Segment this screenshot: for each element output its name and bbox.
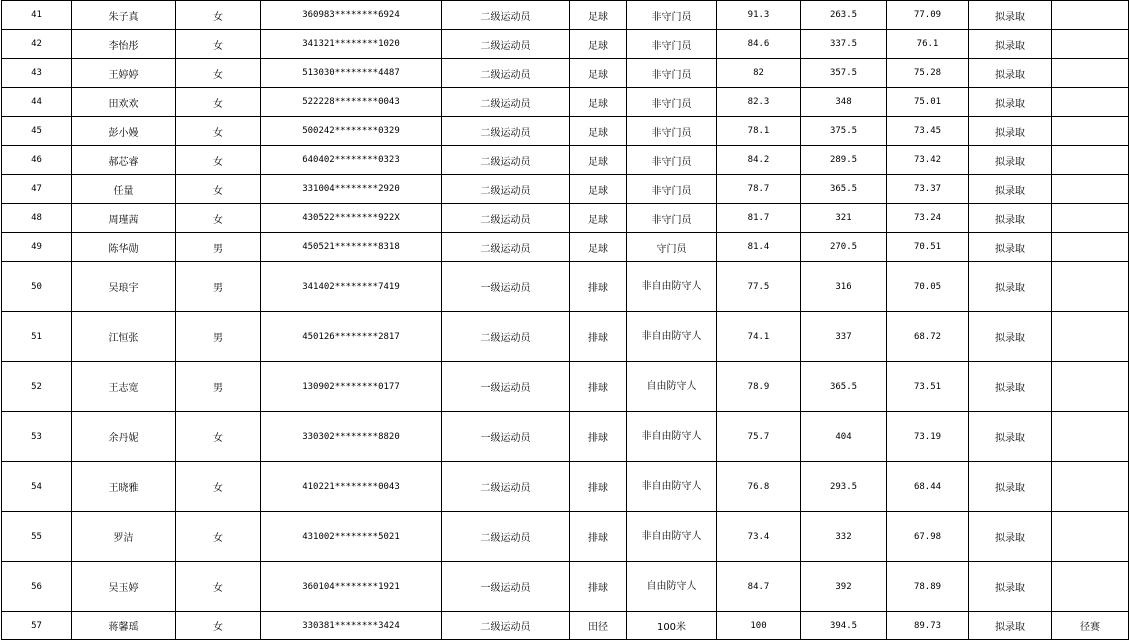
status-cell: 拟录取 [969,412,1052,462]
row-number-cell: 43 [2,59,72,88]
athlete-level-cell: 二级运动员 [442,512,570,562]
position-cell: 非自由防守人 [627,312,717,362]
total-score-cell: 76.1 [887,30,969,59]
gender-cell: 女 [176,204,261,233]
row-number-cell: 53 [2,412,72,462]
position-cell: 非守门员 [627,1,717,30]
table-row [2,312,1129,362]
note-cell [1052,562,1129,612]
position-cell: 非守门员 [627,117,717,146]
row-number-cell: 45 [2,117,72,146]
name-cell: 朱子真 [72,1,176,30]
row-number-cell: 57 [2,612,72,640]
total-score-cell: 70.05 [887,262,969,312]
gender-cell: 女 [176,562,261,612]
sport-cell: 排球 [570,562,627,612]
name-cell: 任量 [72,175,176,204]
total-score-cell: 78.89 [887,562,969,612]
sport-cell: 足球 [570,233,627,262]
total-score-cell: 73.37 [887,175,969,204]
gender-cell: 女 [176,146,261,175]
name-cell: 周瑾茜 [72,204,176,233]
total-score-cell: 73.42 [887,146,969,175]
row-number-cell: 56 [2,562,72,612]
name-cell: 王志宽 [72,362,176,412]
total-score-cell: 75.01 [887,88,969,117]
id-number-cell: 330381********3424 [261,612,442,640]
id-number-cell: 130902********0177 [261,362,442,412]
name-cell: 彭小嫚 [72,117,176,146]
gender-cell: 女 [176,612,261,640]
status-cell: 拟录取 [969,117,1052,146]
row-number-cell: 47 [2,175,72,204]
score-1-cell: 100 [717,612,801,640]
sport-cell: 排球 [570,412,627,462]
status-cell: 拟录取 [969,146,1052,175]
score-1-cell: 91.3 [717,1,801,30]
position-cell: 非守门员 [627,204,717,233]
total-score-cell: 68.44 [887,462,969,512]
name-cell: 吴玉婷 [72,562,176,612]
score-2-cell: 321 [801,204,887,233]
name-cell: 江恒张 [72,312,176,362]
score-1-cell: 77.5 [717,262,801,312]
position-cell: 自由防守人 [627,362,717,412]
name-cell: 郝芯睿 [72,146,176,175]
note-cell [1052,88,1129,117]
athlete-level-cell: 一级运动员 [442,412,570,462]
score-2-cell: 404 [801,412,887,462]
score-2-cell: 263.5 [801,1,887,30]
score-2-cell: 332 [801,512,887,562]
sport-cell: 足球 [570,175,627,204]
position-cell: 非自由防守人 [627,462,717,512]
row-number-cell: 46 [2,146,72,175]
sport-cell: 足球 [570,30,627,59]
name-cell: 余丹妮 [72,412,176,462]
gender-cell: 女 [176,512,261,562]
note-cell [1052,30,1129,59]
table-row [2,233,1129,262]
position-cell: 自由防守人 [627,562,717,612]
score-1-cell: 84.2 [717,146,801,175]
position-cell: 非自由防守人 [627,512,717,562]
table-row [2,412,1129,462]
note-cell [1052,512,1129,562]
id-number-cell: 330302********8820 [261,412,442,462]
score-2-cell: 357.5 [801,59,887,88]
table-row [2,204,1129,233]
table-row [2,175,1129,204]
score-1-cell: 84.6 [717,30,801,59]
id-number-cell: 430522********922X [261,204,442,233]
score-1-cell: 76.8 [717,462,801,512]
id-number-cell: 513030********4487 [261,59,442,88]
gender-cell: 女 [176,88,261,117]
athlete-level-cell: 二级运动员 [442,30,570,59]
status-cell: 拟录取 [969,233,1052,262]
sport-cell: 排球 [570,462,627,512]
id-number-cell: 410221********0043 [261,462,442,512]
row-number-cell: 41 [2,1,72,30]
gender-cell: 女 [176,59,261,88]
score-2-cell: 365.5 [801,175,887,204]
position-cell: 非守门员 [627,146,717,175]
athlete-level-cell: 二级运动员 [442,175,570,204]
note-cell [1052,312,1129,362]
score-1-cell: 82 [717,59,801,88]
athlete-level-cell: 二级运动员 [442,59,570,88]
row-number-cell: 44 [2,88,72,117]
score-1-cell: 82.3 [717,88,801,117]
table-row [2,512,1129,562]
gender-cell: 女 [176,175,261,204]
sport-cell: 足球 [570,204,627,233]
score-1-cell: 78.1 [717,117,801,146]
id-number-cell: 522228********0043 [261,88,442,117]
score-1-cell: 78.9 [717,362,801,412]
total-score-cell: 89.73 [887,612,969,640]
athlete-level-cell: 二级运动员 [442,1,570,30]
name-cell: 王晓雅 [72,462,176,512]
sport-cell: 排球 [570,262,627,312]
athlete-level-cell: 二级运动员 [442,612,570,640]
id-number-cell: 450521********8318 [261,233,442,262]
id-number-cell: 341402********7419 [261,262,442,312]
score-2-cell: 348 [801,88,887,117]
table-row [2,1,1129,30]
athlete-level-cell: 一级运动员 [442,362,570,412]
sport-cell: 排球 [570,312,627,362]
gender-cell: 女 [176,462,261,512]
athlete-level-cell: 一级运动员 [442,562,570,612]
table-row [2,562,1129,612]
row-number-cell: 50 [2,262,72,312]
id-number-cell: 450126********2817 [261,312,442,362]
gender-cell: 男 [176,233,261,262]
score-2-cell: 289.5 [801,146,887,175]
score-2-cell: 337 [801,312,887,362]
score-1-cell: 81.4 [717,233,801,262]
score-1-cell: 73.4 [717,512,801,562]
total-score-cell: 70.51 [887,233,969,262]
name-cell: 蒋馨瑶 [72,612,176,640]
sport-cell: 足球 [570,1,627,30]
athlete-level-cell: 二级运动员 [442,204,570,233]
total-score-cell: 77.09 [887,1,969,30]
gender-cell: 男 [176,262,261,312]
position-cell: 非守门员 [627,59,717,88]
note-cell [1052,262,1129,312]
id-number-cell: 341321********1020 [261,30,442,59]
name-cell: 田欢欢 [72,88,176,117]
status-cell: 拟录取 [969,562,1052,612]
status-cell: 拟录取 [969,204,1052,233]
gender-cell: 女 [176,1,261,30]
sport-cell: 排球 [570,512,627,562]
score-2-cell: 375.5 [801,117,887,146]
score-1-cell: 74.1 [717,312,801,362]
score-2-cell: 394.5 [801,612,887,640]
id-number-cell: 431002********5021 [261,512,442,562]
sport-cell: 足球 [570,117,627,146]
table-row [2,88,1129,117]
note-cell [1052,412,1129,462]
status-cell: 拟录取 [969,175,1052,204]
row-number-cell: 42 [2,30,72,59]
note-cell [1052,59,1129,88]
athlete-level-cell: 二级运动员 [442,88,570,117]
table-row [2,30,1129,59]
total-score-cell: 75.28 [887,59,969,88]
status-cell: 拟录取 [969,59,1052,88]
status-cell: 拟录取 [969,262,1052,312]
table-row [2,362,1129,412]
gender-cell: 女 [176,117,261,146]
score-2-cell: 337.5 [801,30,887,59]
score-2-cell: 392 [801,562,887,612]
position-cell: 非守门员 [627,88,717,117]
score-2-cell: 365.5 [801,362,887,412]
row-number-cell: 49 [2,233,72,262]
row-number-cell: 52 [2,362,72,412]
table-row [2,612,1129,640]
name-cell: 王婷婷 [72,59,176,88]
name-cell: 吴琅宇 [72,262,176,312]
gender-cell: 女 [176,412,261,462]
note-cell [1052,204,1129,233]
position-cell: 非自由防守人 [627,262,717,312]
sport-cell: 足球 [570,59,627,88]
note-cell [1052,175,1129,204]
row-number-cell: 54 [2,462,72,512]
status-cell: 拟录取 [969,362,1052,412]
position-cell: 守门员 [627,233,717,262]
score-1-cell: 84.7 [717,562,801,612]
position-cell: 非守门员 [627,30,717,59]
athlete-level-cell: 二级运动员 [442,233,570,262]
table-row [2,146,1129,175]
total-score-cell: 73.45 [887,117,969,146]
status-cell: 拟录取 [969,512,1052,562]
note-cell [1052,146,1129,175]
note-cell [1052,117,1129,146]
sport-cell: 排球 [570,362,627,412]
table-row [2,117,1129,146]
athlete-level-cell: 二级运动员 [442,312,570,362]
position-cell: 非自由防守人 [627,412,717,462]
note-cell [1052,233,1129,262]
admission-table [1,0,1129,640]
score-2-cell: 293.5 [801,462,887,512]
sport-cell: 足球 [570,88,627,117]
position-cell: 100米 [627,612,717,640]
total-score-cell: 73.24 [887,204,969,233]
id-number-cell: 500242********0329 [261,117,442,146]
name-cell: 罗洁 [72,512,176,562]
id-number-cell: 640402********0323 [261,146,442,175]
note-cell [1052,462,1129,512]
gender-cell: 男 [176,312,261,362]
total-score-cell: 73.51 [887,362,969,412]
gender-cell: 男 [176,362,261,412]
gender-cell: 女 [176,30,261,59]
athlete-level-cell: 一级运动员 [442,262,570,312]
score-1-cell: 75.7 [717,412,801,462]
table-row [2,59,1129,88]
status-cell: 拟录取 [969,462,1052,512]
note-cell: 径赛 [1052,612,1129,640]
id-number-cell: 360104********1921 [261,562,442,612]
status-cell: 拟录取 [969,612,1052,640]
score-1-cell: 81.7 [717,204,801,233]
total-score-cell: 73.19 [887,412,969,462]
row-number-cell: 55 [2,512,72,562]
note-cell [1052,1,1129,30]
status-cell: 拟录取 [969,88,1052,117]
athlete-level-cell: 二级运动员 [442,117,570,146]
row-number-cell: 51 [2,312,72,362]
table-row [2,462,1129,512]
athlete-level-cell: 二级运动员 [442,462,570,512]
sport-cell: 足球 [570,146,627,175]
status-cell: 拟录取 [969,30,1052,59]
name-cell: 李怡彤 [72,30,176,59]
sport-cell: 田径 [570,612,627,640]
athlete-level-cell: 二级运动员 [442,146,570,175]
status-cell: 拟录取 [969,312,1052,362]
table-row [2,262,1129,312]
score-2-cell: 270.5 [801,233,887,262]
table-body [2,1,1129,640]
total-score-cell: 67.98 [887,512,969,562]
status-cell: 拟录取 [969,1,1052,30]
note-cell [1052,362,1129,412]
id-number-cell: 360983********6924 [261,1,442,30]
position-cell: 非守门员 [627,175,717,204]
score-1-cell: 78.7 [717,175,801,204]
total-score-cell: 68.72 [887,312,969,362]
id-number-cell: 331004********2920 [261,175,442,204]
score-2-cell: 316 [801,262,887,312]
name-cell: 陈华勋 [72,233,176,262]
row-number-cell: 48 [2,204,72,233]
